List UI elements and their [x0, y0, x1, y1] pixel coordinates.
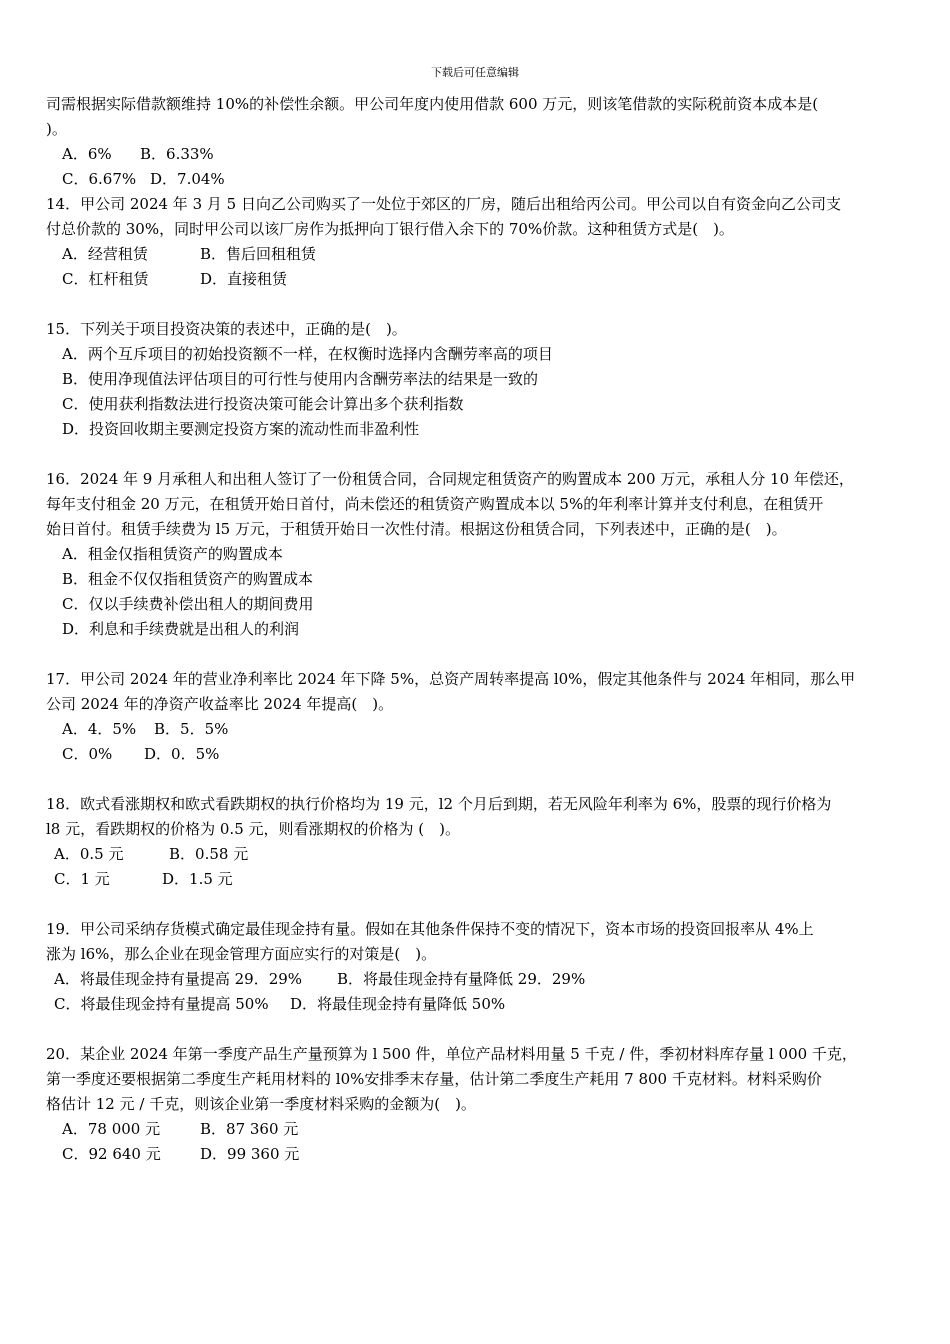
- question-text: 始日首付。租赁手续费为 l5 万元，于租赁开始日一次性付清。根据这份租赁合同，下列表述中，正确的是( )。: [46, 520, 787, 538]
- options-row: [46, 742, 908, 767]
- options-row: [46, 1117, 908, 1142]
- options-row: [46, 992, 908, 1017]
- option-c: C．92 640 元: [62, 1145, 161, 1163]
- question-text: 格估计 12 元 / 千克，则该企业第一季度材料采购的金额为( )。: [46, 1095, 476, 1113]
- question-20: [46, 1042, 908, 1167]
- option-a: A．将最佳现金持有量提高 29．29%: [54, 970, 303, 988]
- option-c: C．仅以手续费补偿出租人的期间费用: [62, 595, 314, 613]
- option-b: B．使用净现值法评估项目的可行性与使用内含酬劳率法的结果是一致的: [62, 370, 539, 388]
- option-a: A．4．5%: [62, 720, 137, 738]
- question-15: [46, 317, 908, 442]
- question-text: )。: [46, 120, 67, 138]
- options-row: [46, 142, 908, 167]
- option-d: D．99 360 元: [200, 1145, 300, 1163]
- option-a: A．经营租赁: [62, 245, 148, 263]
- options-row: [46, 167, 908, 192]
- question-16: [46, 467, 908, 642]
- question-13: [46, 92, 908, 192]
- question-text: 15．下列关于项目投资决策的表述中，正确的是( )。: [46, 320, 407, 338]
- question-text: 第一季度还要根据第二季度生产耗用材料的 l0%安排季末存量，估计第二季度生产耗用 7 800 千克材料。材料采购价: [46, 1070, 822, 1088]
- question-text: l8 元，看跌期权的价格为 0.5 元，则看涨期权的价格为 ( )。: [46, 820, 460, 838]
- question-text: 司需根据实际借款额维持 10%的补偿性余额。甲公司年度内使用借款 600 万元，则该笔借款的实际税前资本成本是(: [46, 95, 819, 113]
- option-a: A．0.5 元: [54, 845, 124, 863]
- question-text: 付总价款的 30%，同时甲公司以该厂房作为抵押向丁银行借入余下的 70%价款。这种租赁方式是( )。: [46, 220, 734, 238]
- option-c: C．将最佳现金持有量提高 50%: [54, 995, 269, 1013]
- question-text: 18．欧式看涨期权和欧式看跌期权的执行价格均为 19 元，l2 个月后到期，若无风险年利率为 6%，股票的现行价格为: [46, 795, 832, 813]
- option-b: B．87 360 元: [200, 1120, 299, 1138]
- options-row: [46, 267, 908, 292]
- options-row: [46, 967, 908, 992]
- spacer: [46, 642, 908, 667]
- options-row: [46, 867, 908, 892]
- option-b: B．5．5%: [154, 720, 229, 738]
- option-c: C．1 元: [54, 870, 110, 888]
- option-b: B．6.33%: [140, 145, 214, 163]
- options-row: [46, 1142, 908, 1167]
- option-a: A．租金仅指租赁资产的购置成本: [62, 545, 283, 563]
- spacer: [46, 292, 908, 317]
- question-19: [46, 917, 908, 1017]
- option-d: D．利息和手续费就是出租人的利润: [62, 620, 300, 638]
- question-text: 14．甲公司 2024 年 3 月 5 日向乙公司购买了一处位于郊区的厂房，随后出租给丙公司。甲公司以自有资金向乙公司支: [46, 195, 841, 213]
- option-b: B．0.58 元: [169, 845, 249, 863]
- option-c: C．使用获利指数法进行投资决策可能会计算出多个获利指数: [62, 395, 464, 413]
- option-c: C．6.67%: [62, 170, 137, 188]
- option-a: A．78 000 元: [62, 1120, 161, 1138]
- question-14: [46, 192, 908, 292]
- option-b: B．售后回租租赁: [200, 245, 317, 263]
- document-body: [46, 92, 908, 1167]
- question-text: 每年支付租金 20 万元，在租赁开始日首付，尚未偿还的租赁资产购置成本以 5%的年利率计算并支付利息，在租赁开: [46, 495, 824, 513]
- question-text: 16．2024 年 9 月承租人和出租人签订了一份租赁合同，合同规定租赁资产的购置成本 200 万元，承租人分 10 年偿还，: [46, 470, 854, 488]
- option-b: B．将最佳现金持有量降低 29．29%: [337, 970, 586, 988]
- question-text: 17．甲公司 2024 年的营业净利率比 2024 年下降 5%，总资产周转率提高 l0%，假定其他条件与 2024 年相同，那么甲: [46, 670, 856, 688]
- option-a: A．6%: [62, 145, 112, 163]
- spacer: [46, 442, 908, 467]
- option-b: B．租金不仅仅指租赁资产的购置成本: [62, 570, 314, 588]
- question-text: 涨为 l6%，那么企业在现金管理方面应实行的对策是( )。: [46, 945, 437, 963]
- option-d: D．1.5 元: [162, 870, 233, 888]
- option-d: D．直接租赁: [200, 270, 288, 288]
- option-c: C．杠杆租赁: [62, 270, 149, 288]
- question-text: 20．某企业 2024 年第一季度产品生产量预算为 l 500 件，单位产品材料用量 5 千克 / 件，季初材料库存量 l 000 千克，: [46, 1045, 857, 1063]
- options-row: [46, 717, 908, 742]
- spacer: [46, 767, 908, 792]
- option-d: D．7.04%: [150, 170, 225, 188]
- option-c: C．0%: [62, 745, 113, 763]
- spacer: [46, 892, 908, 917]
- question-17: [46, 667, 908, 767]
- spacer: [46, 1017, 908, 1042]
- options-row: [46, 842, 908, 867]
- question-text: 公司 2024 年的净资产收益率比 2024 年提高( )。: [46, 695, 394, 713]
- question-text: 19．甲公司采纳存货模式确定最佳现金持有量。假如在其他条件保持不变的情况下，资本市场的投资回报率从 4%上: [46, 920, 814, 938]
- option-d: D．0．5%: [144, 745, 220, 763]
- options-row: [46, 242, 908, 267]
- question-18: [46, 792, 908, 892]
- page-header: 下载后可任意编辑: [431, 66, 519, 79]
- option-a: A．两个互斥项目的初始投资额不一样，在权衡时选择内含酬劳率高的项目: [62, 345, 553, 363]
- option-d: D．将最佳现金持有量降低 50%: [290, 995, 506, 1013]
- option-d: D．投资回收期主要测定投资方案的流动性而非盈利性: [62, 420, 420, 438]
